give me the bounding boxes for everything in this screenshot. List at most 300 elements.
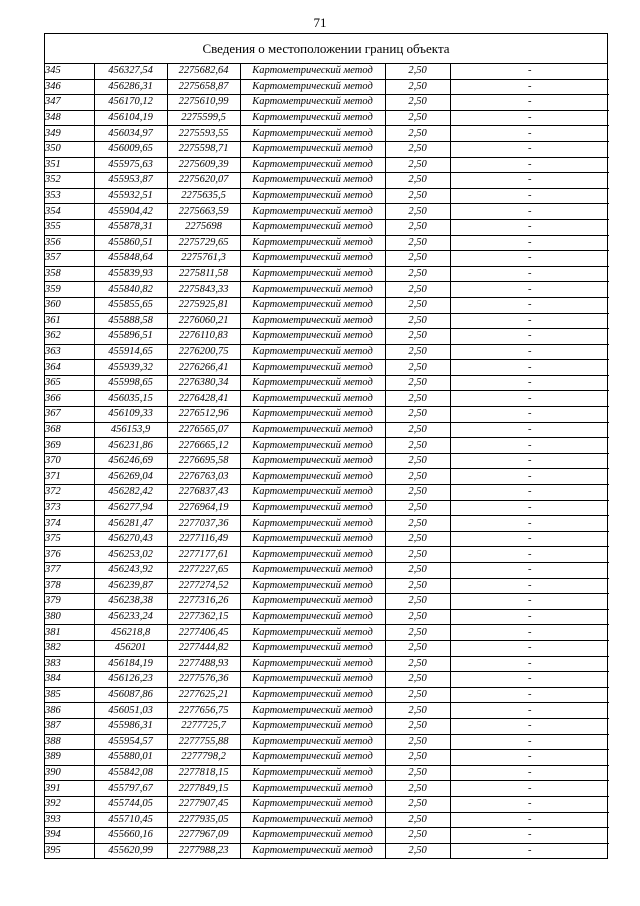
boundary-table-frame <box>44 33 608 859</box>
y-coordinate-cell: 2275682,64 <box>167 64 240 79</box>
x-coordinate-cell: 455888,58 <box>94 313 167 329</box>
y-coordinate-cell: 2277362,15 <box>167 609 240 625</box>
note-cell: - <box>450 282 609 298</box>
method-cell: Картометрический метод <box>240 391 385 407</box>
table-row <box>45 141 609 157</box>
point-number-cell: 360 <box>45 297 94 313</box>
precision-cell: 2,50 <box>385 391 450 407</box>
point-number-cell: 365 <box>45 375 94 391</box>
precision-cell: 2,50 <box>385 734 450 750</box>
point-number-cell: 375 <box>45 531 94 547</box>
table-row <box>45 126 609 142</box>
method-cell: Картометрический метод <box>240 313 385 329</box>
note-cell: - <box>450 703 609 719</box>
table-row <box>45 828 609 844</box>
x-coordinate-cell: 455932,51 <box>94 188 167 204</box>
method-cell: Картометрический метод <box>240 204 385 220</box>
table-row <box>45 235 609 251</box>
note-cell: - <box>450 173 609 189</box>
y-coordinate-cell: 2276060,21 <box>167 313 240 329</box>
x-coordinate-cell: 455896,51 <box>94 329 167 345</box>
y-coordinate-cell: 2277177,61 <box>167 547 240 563</box>
table-row <box>45 360 609 376</box>
x-coordinate-cell: 456238,38 <box>94 594 167 610</box>
table-row <box>45 313 609 329</box>
x-coordinate-cell: 456243,92 <box>94 563 167 579</box>
point-number-cell: 351 <box>45 157 94 173</box>
y-coordinate-cell: 2277444,82 <box>167 640 240 656</box>
y-coordinate-cell: 2277755,88 <box>167 734 240 750</box>
point-number-cell: 369 <box>45 438 94 454</box>
method-cell: Картометрический метод <box>240 344 385 360</box>
x-coordinate-cell: 455855,65 <box>94 297 167 313</box>
y-coordinate-cell: 2277935,05 <box>167 812 240 828</box>
method-cell: Картометрический метод <box>240 329 385 345</box>
table-row <box>45 656 609 672</box>
method-cell: Картометрический метод <box>240 516 385 532</box>
method-cell: Картометрический метод <box>240 750 385 766</box>
precision-cell: 2,50 <box>385 625 450 641</box>
point-number-cell: 363 <box>45 344 94 360</box>
point-number-cell: 372 <box>45 485 94 501</box>
note-cell: - <box>450 656 609 672</box>
precision-cell: 2,50 <box>385 422 450 438</box>
note-cell: - <box>450 407 609 423</box>
point-number-cell: 355 <box>45 219 94 235</box>
point-number-cell: 368 <box>45 422 94 438</box>
x-coordinate-cell: 456184,19 <box>94 656 167 672</box>
point-number-cell: 361 <box>45 313 94 329</box>
note-cell: - <box>450 235 609 251</box>
note-cell: - <box>450 110 609 126</box>
x-coordinate-cell: 456201 <box>94 640 167 656</box>
table-row <box>45 282 609 298</box>
precision-cell: 2,50 <box>385 344 450 360</box>
point-number-cell: 388 <box>45 734 94 750</box>
y-coordinate-cell: 2276512,96 <box>167 407 240 423</box>
y-coordinate-cell: 2275599,5 <box>167 110 240 126</box>
section-title: Сведения о местоположении границ объекта <box>45 34 607 64</box>
note-cell: - <box>450 485 609 501</box>
x-coordinate-cell: 455998,65 <box>94 375 167 391</box>
precision-cell: 2,50 <box>385 781 450 797</box>
x-coordinate-cell: 455975,63 <box>94 157 167 173</box>
note-cell: - <box>450 438 609 454</box>
x-coordinate-cell: 456277,94 <box>94 500 167 516</box>
precision-cell: 2,50 <box>385 141 450 157</box>
table-row <box>45 188 609 204</box>
table-row <box>45 485 609 501</box>
method-cell: Картометрический метод <box>240 703 385 719</box>
y-coordinate-cell: 2275761,3 <box>167 251 240 267</box>
method-cell: Картометрический метод <box>240 360 385 376</box>
precision-cell: 2,50 <box>385 157 450 173</box>
method-cell: Картометрический метод <box>240 453 385 469</box>
table-row <box>45 204 609 220</box>
note-cell: - <box>450 812 609 828</box>
y-coordinate-cell: 2277274,52 <box>167 578 240 594</box>
table-row <box>45 672 609 688</box>
precision-cell: 2,50 <box>385 375 450 391</box>
x-coordinate-cell: 456104,19 <box>94 110 167 126</box>
table-row <box>45 718 609 734</box>
method-cell: Картометрический метод <box>240 251 385 267</box>
point-number-cell: 354 <box>45 204 94 220</box>
y-coordinate-cell: 2277967,09 <box>167 828 240 844</box>
method-cell: Картометрический метод <box>240 64 385 79</box>
x-coordinate-cell: 455914,65 <box>94 344 167 360</box>
precision-cell: 2,50 <box>385 609 450 625</box>
point-number-cell: 374 <box>45 516 94 532</box>
y-coordinate-cell: 2275635,5 <box>167 188 240 204</box>
table-row <box>45 469 609 485</box>
method-cell: Картометрический метод <box>240 656 385 672</box>
method-cell: Картометрический метод <box>240 422 385 438</box>
y-coordinate-cell: 2277116,49 <box>167 531 240 547</box>
x-coordinate-cell: 455620,99 <box>94 843 167 858</box>
y-coordinate-cell: 2275925,81 <box>167 297 240 313</box>
method-cell: Картометрический метод <box>240 796 385 812</box>
note-cell: - <box>450 469 609 485</box>
y-coordinate-cell: 2275598,71 <box>167 141 240 157</box>
table-row <box>45 266 609 282</box>
point-number-cell: 389 <box>45 750 94 766</box>
y-coordinate-cell: 2277725,7 <box>167 718 240 734</box>
y-coordinate-cell: 2276266,41 <box>167 360 240 376</box>
point-number-cell: 394 <box>45 828 94 844</box>
precision-cell: 2,50 <box>385 812 450 828</box>
table-row <box>45 64 609 79</box>
method-cell: Картометрический метод <box>240 672 385 688</box>
point-number-cell: 359 <box>45 282 94 298</box>
y-coordinate-cell: 2277227,65 <box>167 563 240 579</box>
y-coordinate-cell: 2276964,19 <box>167 500 240 516</box>
note-cell: - <box>450 500 609 516</box>
x-coordinate-cell: 456218,8 <box>94 625 167 641</box>
method-cell: Картометрический метод <box>240 407 385 423</box>
point-number-cell: 352 <box>45 173 94 189</box>
point-number-cell: 350 <box>45 141 94 157</box>
method-cell: Картометрический метод <box>240 266 385 282</box>
precision-cell: 2,50 <box>385 173 450 189</box>
x-coordinate-cell: 455842,08 <box>94 765 167 781</box>
table-row <box>45 251 609 267</box>
x-coordinate-cell: 455848,64 <box>94 251 167 267</box>
y-coordinate-cell: 2275593,55 <box>167 126 240 142</box>
note-cell: - <box>450 453 609 469</box>
x-coordinate-cell: 456239,87 <box>94 578 167 594</box>
y-coordinate-cell: 2275610,99 <box>167 95 240 111</box>
table-row <box>45 500 609 516</box>
precision-cell: 2,50 <box>385 828 450 844</box>
y-coordinate-cell: 2277406,45 <box>167 625 240 641</box>
method-cell: Картометрический метод <box>240 734 385 750</box>
x-coordinate-cell: 455839,93 <box>94 266 167 282</box>
table-row <box>45 157 609 173</box>
note-cell: - <box>450 157 609 173</box>
y-coordinate-cell: 2277625,21 <box>167 687 240 703</box>
note-cell: - <box>450 718 609 734</box>
note-cell: - <box>450 750 609 766</box>
point-number-cell: 356 <box>45 235 94 251</box>
precision-cell: 2,50 <box>385 547 450 563</box>
note-cell: - <box>450 531 609 547</box>
note-cell: - <box>450 344 609 360</box>
x-coordinate-cell: 455939,32 <box>94 360 167 376</box>
method-cell: Картометрический метод <box>240 578 385 594</box>
precision-cell: 2,50 <box>385 485 450 501</box>
coordinates-table-body <box>45 64 609 858</box>
precision-cell: 2,50 <box>385 640 450 656</box>
x-coordinate-cell: 456034,97 <box>94 126 167 142</box>
method-cell: Картометрический метод <box>240 469 385 485</box>
table-row <box>45 812 609 828</box>
x-coordinate-cell: 456269,04 <box>94 469 167 485</box>
point-number-cell: 367 <box>45 407 94 423</box>
point-number-cell: 371 <box>45 469 94 485</box>
x-coordinate-cell: 455986,31 <box>94 718 167 734</box>
method-cell: Картометрический метод <box>240 110 385 126</box>
table-row <box>45 110 609 126</box>
y-coordinate-cell: 2276200,75 <box>167 344 240 360</box>
table-row <box>45 531 609 547</box>
x-coordinate-cell: 456253,02 <box>94 547 167 563</box>
method-cell: Картометрический метод <box>240 235 385 251</box>
point-number-cell: 383 <box>45 656 94 672</box>
point-number-cell: 382 <box>45 640 94 656</box>
x-coordinate-cell: 456327,54 <box>94 64 167 79</box>
note-cell: - <box>450 640 609 656</box>
y-coordinate-cell: 2277849,15 <box>167 781 240 797</box>
table-row <box>45 407 609 423</box>
table-row <box>45 391 609 407</box>
point-number-cell: 349 <box>45 126 94 142</box>
method-cell: Картометрический метод <box>240 609 385 625</box>
method-cell: Картометрический метод <box>240 173 385 189</box>
method-cell: Картометрический метод <box>240 219 385 235</box>
note-cell: - <box>450 64 609 79</box>
method-cell: Картометрический метод <box>240 282 385 298</box>
point-number-cell: 390 <box>45 765 94 781</box>
precision-cell: 2,50 <box>385 251 450 267</box>
precision-cell: 2,50 <box>385 438 450 454</box>
point-number-cell: 348 <box>45 110 94 126</box>
method-cell: Картометрический метод <box>240 485 385 501</box>
table-row <box>45 594 609 610</box>
note-cell: - <box>450 219 609 235</box>
point-number-cell: 381 <box>45 625 94 641</box>
x-coordinate-cell: 456233,24 <box>94 609 167 625</box>
point-number-cell: 364 <box>45 360 94 376</box>
y-coordinate-cell: 2276837,43 <box>167 485 240 501</box>
table-row <box>45 375 609 391</box>
x-coordinate-cell: 456009,65 <box>94 141 167 157</box>
point-number-cell: 395 <box>45 843 94 858</box>
point-number-cell: 377 <box>45 563 94 579</box>
y-coordinate-cell: 2277488,93 <box>167 656 240 672</box>
method-cell: Картометрический метод <box>240 141 385 157</box>
method-cell: Картометрический метод <box>240 375 385 391</box>
precision-cell: 2,50 <box>385 79 450 95</box>
point-number-cell: 346 <box>45 79 94 95</box>
note-cell: - <box>450 796 609 812</box>
method-cell: Картометрический метод <box>240 640 385 656</box>
x-coordinate-cell: 455840,82 <box>94 282 167 298</box>
table-row <box>45 329 609 345</box>
method-cell: Картометрический метод <box>240 157 385 173</box>
point-number-cell: 366 <box>45 391 94 407</box>
note-cell: - <box>450 672 609 688</box>
table-row <box>45 687 609 703</box>
y-coordinate-cell: 2277316,26 <box>167 594 240 610</box>
y-coordinate-cell: 2276428,41 <box>167 391 240 407</box>
y-coordinate-cell: 2275609,39 <box>167 157 240 173</box>
point-number-cell: 379 <box>45 594 94 610</box>
point-number-cell: 393 <box>45 812 94 828</box>
note-cell: - <box>450 547 609 563</box>
note-cell: - <box>450 126 609 142</box>
table-row <box>45 516 609 532</box>
x-coordinate-cell: 455710,45 <box>94 812 167 828</box>
method-cell: Картометрический метод <box>240 547 385 563</box>
note-cell: - <box>450 251 609 267</box>
point-number-cell: 357 <box>45 251 94 267</box>
point-number-cell: 362 <box>45 329 94 345</box>
method-cell: Картометрический метод <box>240 843 385 858</box>
point-number-cell: 385 <box>45 687 94 703</box>
x-coordinate-cell: 456282,42 <box>94 485 167 501</box>
y-coordinate-cell: 2275663,59 <box>167 204 240 220</box>
precision-cell: 2,50 <box>385 110 450 126</box>
x-coordinate-cell: 455878,31 <box>94 219 167 235</box>
method-cell: Картометрический метод <box>240 828 385 844</box>
table-row <box>45 563 609 579</box>
y-coordinate-cell: 2275729,65 <box>167 235 240 251</box>
note-cell: - <box>450 781 609 797</box>
precision-cell: 2,50 <box>385 95 450 111</box>
note-cell: - <box>450 828 609 844</box>
point-number-cell: 353 <box>45 188 94 204</box>
table-row <box>45 578 609 594</box>
y-coordinate-cell: 2275620,07 <box>167 173 240 189</box>
point-number-cell: 386 <box>45 703 94 719</box>
method-cell: Картометрический метод <box>240 531 385 547</box>
method-cell: Картометрический метод <box>240 438 385 454</box>
note-cell: - <box>450 843 609 858</box>
y-coordinate-cell: 2277037,36 <box>167 516 240 532</box>
method-cell: Картометрический метод <box>240 781 385 797</box>
note-cell: - <box>450 578 609 594</box>
precision-cell: 2,50 <box>385 843 450 858</box>
point-number-cell: 370 <box>45 453 94 469</box>
precision-cell: 2,50 <box>385 360 450 376</box>
note-cell: - <box>450 375 609 391</box>
y-coordinate-cell: 2276665,12 <box>167 438 240 454</box>
table-row <box>45 453 609 469</box>
x-coordinate-cell: 456087,86 <box>94 687 167 703</box>
x-coordinate-cell: 456286,31 <box>94 79 167 95</box>
note-cell: - <box>450 188 609 204</box>
x-coordinate-cell: 455880,01 <box>94 750 167 766</box>
note-cell: - <box>450 516 609 532</box>
y-coordinate-cell: 2277798,2 <box>167 750 240 766</box>
note-cell: - <box>450 625 609 641</box>
y-coordinate-cell: 2276380,34 <box>167 375 240 391</box>
method-cell: Картометрический метод <box>240 625 385 641</box>
point-number-cell: 347 <box>45 95 94 111</box>
x-coordinate-cell: 455953,87 <box>94 173 167 189</box>
note-cell: - <box>450 765 609 781</box>
note-cell: - <box>450 266 609 282</box>
x-coordinate-cell: 455744,05 <box>94 796 167 812</box>
table-row <box>45 609 609 625</box>
method-cell: Картометрический метод <box>240 765 385 781</box>
note-cell: - <box>450 297 609 313</box>
precision-cell: 2,50 <box>385 765 450 781</box>
y-coordinate-cell: 2277818,15 <box>167 765 240 781</box>
y-coordinate-cell: 2275698 <box>167 219 240 235</box>
y-coordinate-cell: 2277907,45 <box>167 796 240 812</box>
note-cell: - <box>450 141 609 157</box>
x-coordinate-cell: 455797,67 <box>94 781 167 797</box>
table-row <box>45 438 609 454</box>
precision-cell: 2,50 <box>385 407 450 423</box>
table-row <box>45 547 609 563</box>
note-cell: - <box>450 391 609 407</box>
precision-cell: 2,50 <box>385 516 450 532</box>
method-cell: Картометрический метод <box>240 563 385 579</box>
method-cell: Картометрический метод <box>240 812 385 828</box>
y-coordinate-cell: 2275811,58 <box>167 266 240 282</box>
method-cell: Картометрический метод <box>240 188 385 204</box>
note-cell: - <box>450 734 609 750</box>
note-cell: - <box>450 204 609 220</box>
x-coordinate-cell: 455954,57 <box>94 734 167 750</box>
x-coordinate-cell: 456051,03 <box>94 703 167 719</box>
precision-cell: 2,50 <box>385 672 450 688</box>
table-row <box>45 219 609 235</box>
note-cell: - <box>450 609 609 625</box>
method-cell: Картометрический метод <box>240 500 385 516</box>
table-row <box>45 843 609 858</box>
table-row <box>45 750 609 766</box>
method-cell: Картометрический метод <box>240 594 385 610</box>
y-coordinate-cell: 2276763,03 <box>167 469 240 485</box>
point-number-cell: 378 <box>45 578 94 594</box>
coordinates-table <box>45 64 609 858</box>
x-coordinate-cell: 456281,47 <box>94 516 167 532</box>
method-cell: Картометрический метод <box>240 126 385 142</box>
y-coordinate-cell: 2277656,75 <box>167 703 240 719</box>
point-number-cell: 384 <box>45 672 94 688</box>
table-row <box>45 625 609 641</box>
table-row <box>45 79 609 95</box>
table-row <box>45 734 609 750</box>
x-coordinate-cell: 455904,42 <box>94 204 167 220</box>
point-number-cell: 376 <box>45 547 94 563</box>
y-coordinate-cell: 2275843,33 <box>167 282 240 298</box>
precision-cell: 2,50 <box>385 64 450 79</box>
precision-cell: 2,50 <box>385 750 450 766</box>
table-row <box>45 344 609 360</box>
method-cell: Картометрический метод <box>240 95 385 111</box>
precision-cell: 2,50 <box>385 687 450 703</box>
x-coordinate-cell: 456035,15 <box>94 391 167 407</box>
precision-cell: 2,50 <box>385 126 450 142</box>
note-cell: - <box>450 313 609 329</box>
point-number-cell: 392 <box>45 796 94 812</box>
y-coordinate-cell: 2275658,87 <box>167 79 240 95</box>
